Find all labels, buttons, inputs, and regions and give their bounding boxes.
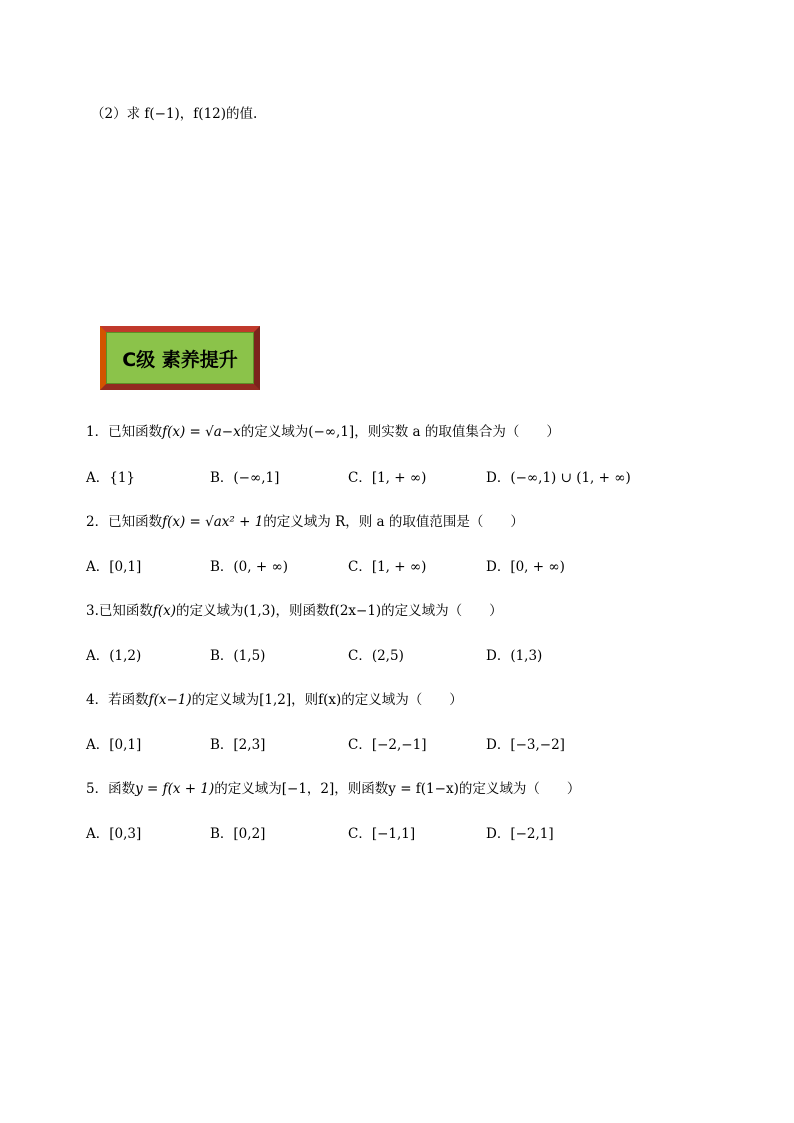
q3-option-d: D．(1,3) [486,648,543,664]
q2-option-c: C．[1, + ∞) [348,559,427,575]
q2-option-a: A．[0,1] [86,559,142,575]
question-4 [86,688,463,708]
question-1-text: 的定义域为(−∞,1]，则实数 a 的取值集合为（ ） [240,424,560,440]
q2-option-b: B．(0, + ∞) [210,559,288,575]
part-2-question: （2）求 f(−1)，f(12)的值. [91,106,258,122]
question-2-text: 的定义域为 R，则 a 的取值范围是（ ） [263,514,524,530]
question-3 [86,599,503,619]
question-4-text: 的定义域为[1,2]，则f(x)的定义域为（ ） [191,692,463,708]
q5-option-a: A．[0,3] [86,826,142,842]
q4-option-d: D．[−3,−2] [486,737,565,753]
q3-option-b: B．(1,5) [210,648,266,664]
q5-option-c: C．[−1,1] [348,826,416,842]
q1-option-a: A．{1} [86,470,136,486]
q1-option-c: C．[1, + ∞) [348,470,427,486]
q4-option-a: A．[0,1] [86,737,142,753]
question-2-prefix: 2．已知函数 [86,514,163,530]
q1-option-b: B．(−∞,1] [210,470,280,486]
question-5-text: 的定义域为[−1，2]，则函数y = f(1−x)的定义域为（ ） [214,781,581,797]
question-3-text: 的定义域为(1,3)，则函数f(2x−1)的定义域为（ ） [176,603,503,619]
q1-option-d: D．(−∞,1) ∪ (1, + ∞) [486,470,631,486]
q3-option-c: C．(2,5) [348,648,404,664]
q5-option-d: D．[−2,1] [486,826,554,842]
q4-option-c: C．[−2,−1] [348,737,427,753]
question-5-prefix: 5．函数 [86,781,136,797]
q3-option-a: A．(1,2) [86,648,142,664]
question-5-math: y = f(x + 1) [135,781,215,797]
question-5 [86,777,580,797]
question-1-math: f(x) = √a−x [162,424,241,440]
question-3-math: f(x) [152,603,177,619]
question-1 [86,420,560,440]
section-badge-label: C级 素养提升 [106,332,254,384]
section-badge [100,326,260,390]
question-3-prefix: 3.已知函数 [86,603,153,619]
question-4-prefix: 4．若函数 [86,692,149,708]
q5-option-b: B．[0,2] [210,826,266,842]
question-1-prefix: 1．已知函数 [86,424,163,440]
question-4-math: f(x−1) [148,692,192,708]
question-2 [86,510,524,530]
question-2-math: f(x) = √ax² + 1 [162,514,264,530]
q4-option-b: B．[2,3] [210,737,266,753]
q2-option-d: D．[0, + ∞) [486,559,565,575]
